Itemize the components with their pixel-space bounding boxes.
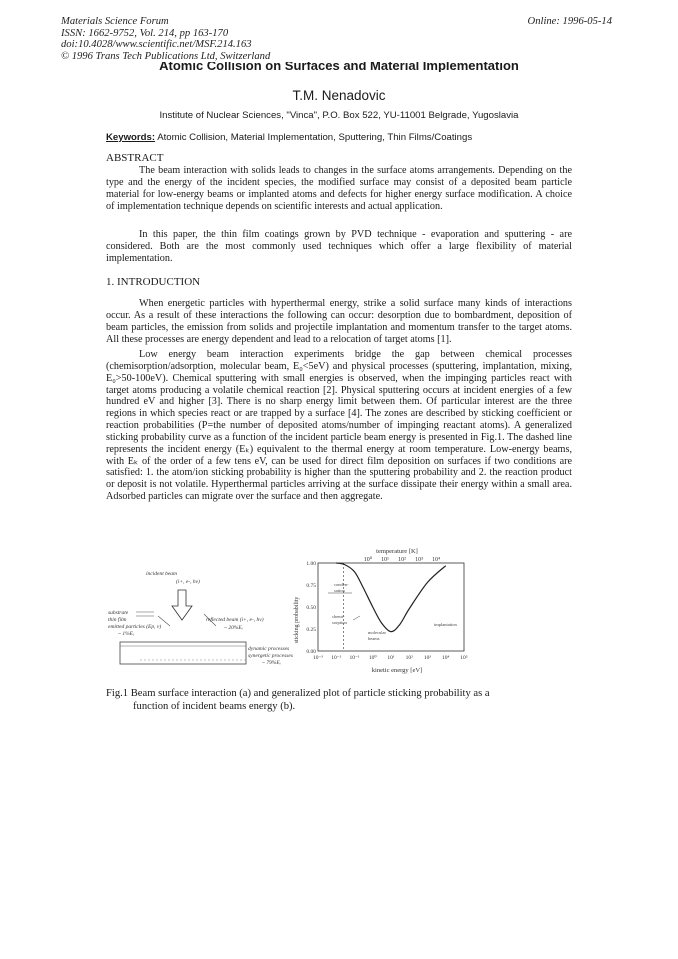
emitted-pct: ~ 1%Eᵢ [118, 631, 134, 637]
svg-text:beams: beams [368, 636, 380, 641]
y-tick-label: 0.25 [306, 627, 316, 633]
reflected-label: reflected beam (i+, e-, hν) [206, 617, 264, 623]
abstract-paragraph-2: In this paper, the thin film coatings grown by PVD technique - evaporation and sputtering - are considered. Both are the most commonly used techniques which offer a large flexibility of material implementation. [106, 229, 572, 264]
x2-tick-label: 10⁰ [363, 557, 373, 563]
x-tick-label: 10¹ [387, 655, 395, 661]
substrate-block [120, 642, 246, 664]
y-tick-labels [306, 561, 316, 655]
x2-axis-title: temperature [K] [376, 548, 418, 555]
keywords [106, 132, 472, 143]
x2-tick-label: 10³ [415, 557, 423, 563]
incident-beam-label: incident beam [146, 571, 178, 577]
y-tick-label: 0.75 [306, 583, 316, 589]
affiliation: Institute of Nuclear Sciences, "Vinca", P.O. Box 522, YU-11001 Belgrade, Yugoslavia [159, 110, 519, 121]
dynamic-label-2: synergetic processes [248, 653, 293, 659]
intro-paragraph-2: Low energy beam interaction experiments bridge the gap between chemical processes (chemisorption/adsorption, molecular beam, E₀<5eV) and physical processes (sputtering, implantation, mixing, E₀>50-100eV). Chemical sputtering with small energies is observed, when the impinging particles react with target atoms producing a volatile chemical reaction [2]. Physical sputtering occurs at incident energies of a few hundred eV and higher [3]. There is no sharp energy limit between them. Of particular interest are the three regions in which species react or are trapped by a surface [4]. The zones are described by sticking coefficient or reaction probabilities (P=the number of deposited atoms/number of impinging reactant atoms). A generalized sticking probability curve as a function of the incident particle beam energy is presented in Fig.1. The dashed line represents the incident energy (Eₖ) equivalent to the thermal energy at room temperature. Low-energy beams, with Eₖ of the order of a few tens eV, can be used for direct film deposition on surfaces if two conditions are satisfied: 1. the atom/ion sticking probability is higher than the sputtering probability and 2. the reaction product or deposit is not volatile. Hyperthermal particles arriving at the surface dissipate their energy within a small area. Adsorbed particles can migrate over the surface and then aggregate. [106, 349, 572, 503]
y-tick-label: 1.00 [306, 561, 316, 567]
header-left [61, 16, 270, 62]
reflected-pct: ~ 20%Eᵢ [224, 625, 243, 631]
keywords-label: Keywords: [106, 132, 156, 143]
svg-text:sorption: sorption [332, 620, 347, 625]
abstract-heading: ABSTRACT [106, 152, 164, 164]
dynamic-pct: ~ 79%Eᵢ [262, 660, 281, 666]
down-arrow-icon [172, 590, 192, 620]
x-tick-label: 10³ [423, 655, 432, 661]
substrate-label: substrate [108, 610, 129, 616]
abstract-paragraph-1: The beam interaction with solids leads to changes in the surface atoms arrangements. Depending on the type and the energy of the incident species, the modified surface may consist of a deposited beam particle material for low-energy beams or implanted atoms and defects for higher energy surface modification. A choice of implementation technique depends on scientific interests and actual application. [106, 165, 572, 212]
intro-paragraph-1: When energetic particles with hyperthermal energy, strike a solid surface many kinds of interactions occur. As a result of these interactions the following can occur: desorption due to bombardment, deposition of beam particles, the emission from solids and projectile implantation and momentum transfer to the target atoms. All these processes are energy dependent and lead to a relocation of target atoms [1]. [106, 298, 572, 345]
caption-line-1: Fig.1 Beam surface interaction (a) and generalized plot of particle sticking probability as a [106, 688, 490, 699]
x-axis-title: kinetic energy [eV] [371, 667, 423, 674]
y-axis-title: sticking probability [294, 596, 300, 644]
annotation-molecular-beams: molecular [368, 630, 386, 635]
journal-name: Materials Science Forum [61, 16, 169, 27]
x-tick-label: 10⁻¹ [349, 655, 360, 661]
panel-b [294, 548, 468, 674]
annotation-implantation: implantation [434, 622, 457, 627]
dynamic-label-1: dynamic processes [248, 646, 290, 652]
intro-heading: 1. INTRODUCTION [106, 276, 201, 288]
x2-tick-label: 10¹ [381, 557, 389, 563]
caption-line-2: function of incident beams energy (b). [133, 700, 296, 712]
doi-line[interactable]: doi:10.4028/www.scientific.net/MSF.214.163 [61, 39, 252, 51]
x-tick-label: 10⁰ [368, 655, 377, 661]
x-tick-label: 10² [405, 655, 413, 661]
y-tick-label: 0.50 [306, 605, 316, 611]
panel-a [108, 571, 293, 666]
svg-text:sation: sation [334, 588, 345, 593]
x-tick-labels [313, 654, 468, 661]
figure-caption [106, 688, 536, 713]
x-tick-label: 10⁵ [460, 655, 468, 661]
x2-tick-labels [364, 556, 440, 563]
keywords-text: Atomic Collision, Material Implementation, Sputtering, Thin Films/Coatings [157, 132, 473, 143]
issn-line: ISSN: 1662-9752, Vol. 214, pp 163-170 [61, 27, 229, 39]
online-date: Online: 1996-05-14 [527, 16, 612, 27]
y-tick-label: 0.00 [306, 649, 316, 655]
sticking-probability-curve [336, 563, 446, 632]
x2-tick-label: 10⁴ [431, 557, 441, 563]
emitted-label: emitted particles (Ep, v) [108, 624, 162, 630]
author-name: T.M. Nenadovic [292, 88, 386, 103]
plot-frame [318, 563, 464, 651]
thin-film-label: thin film [108, 617, 127, 623]
copyright-line: © 1996 Trans Tech Publications Ltd, Switzerland [61, 50, 271, 62]
x-tick-label: 10⁴ [442, 655, 450, 661]
x-tick-label: 10⁻³ [312, 655, 324, 661]
x2-tick-label: 10² [398, 557, 406, 563]
annotation-chemisorption: chemi- [332, 614, 345, 619]
annotation-condensation: conden- [334, 582, 349, 587]
paper-title: Atomic Collision on Surfaces and Material Implementation [159, 62, 519, 72]
x-tick-label: 10⁻² [331, 655, 342, 661]
figure-1 [106, 546, 572, 676]
incident-beam-sub: (i+, e-, hν) [176, 579, 200, 585]
